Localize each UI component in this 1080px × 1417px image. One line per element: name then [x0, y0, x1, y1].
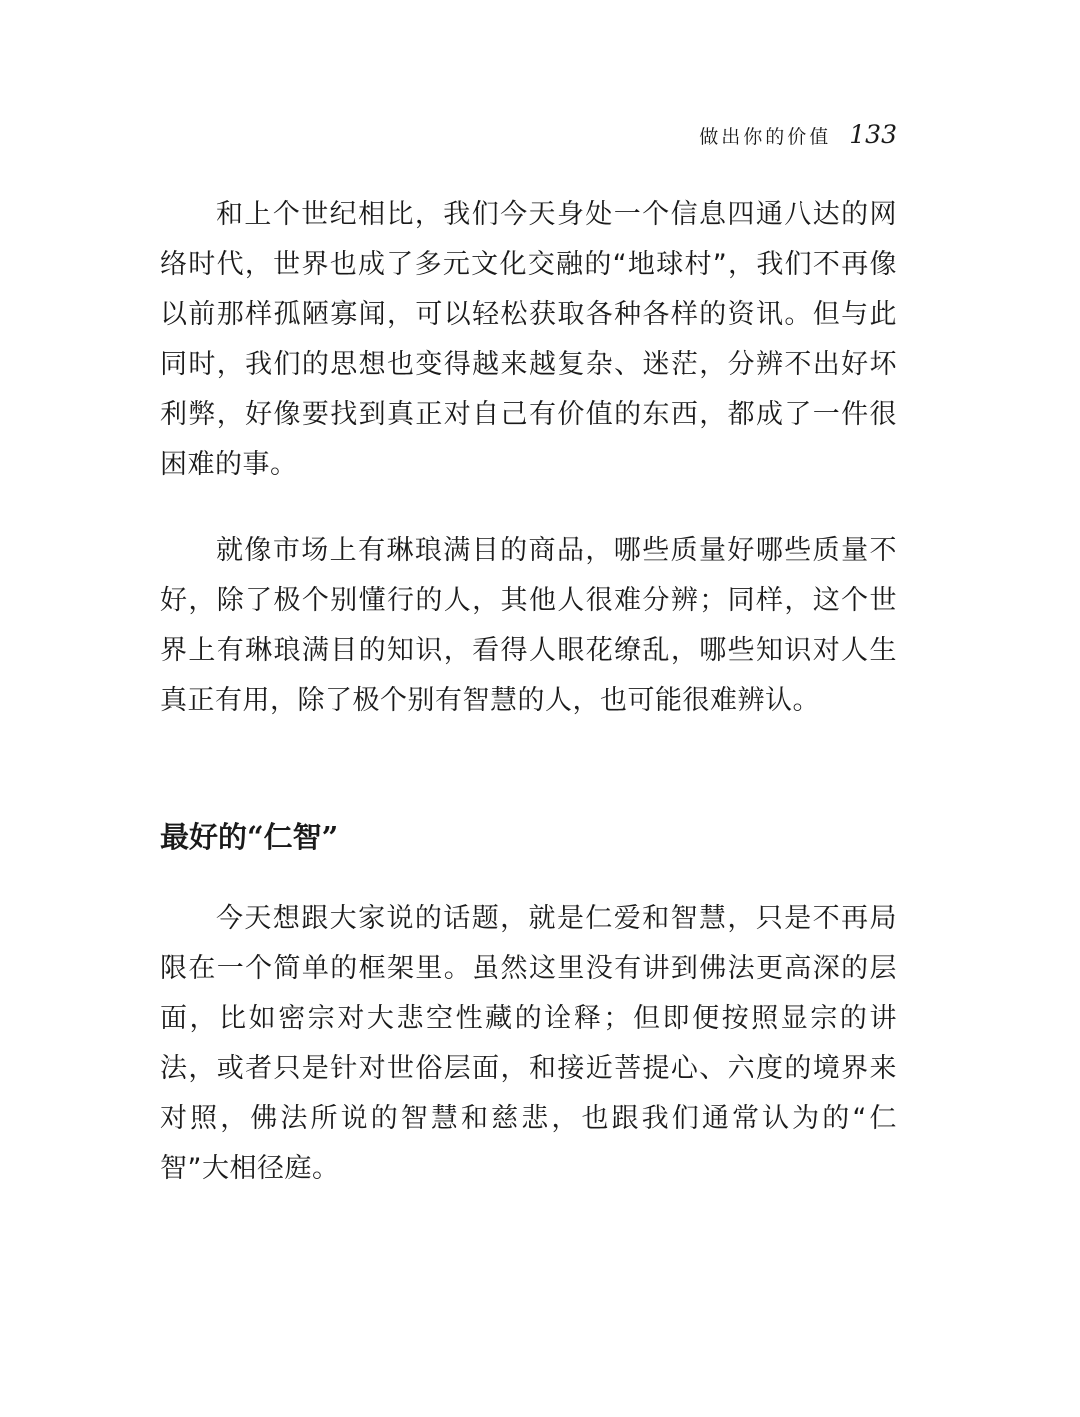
page-number: 133: [849, 120, 897, 149]
paragraph: 就像市场上有琳琅满目的商品，哪些质量好哪些质量不好，除了极个别懂行的人，其他人很难分辨；同样，这个世界上有琳琅满目的知识，看得人眼花缭乱，哪些知识对人生真正有用，除了极个别有智慧的人，也可能很难辨认。: [160, 535, 897, 716]
paragraph: 和上个世纪相比，我们今天身处一个信息四通八达的网络时代，世界也成了多元文化交融的“地球村”，我们不再像以前那样孤陋寡闻，可以轻松获取各种各样的资讯。但与此同时，我们的思想也变得越来越复杂、迷茫，分辨不出好坏利弊，好像要找到真正对自己有价值的东西，都成了一件很困难的事。: [160, 199, 897, 480]
page-body: [160, 190, 897, 1194]
paragraph: 今天想跟大家说的话题，就是仁爱和智慧，只是不再局限在一个简单的框架里。虽然这里没有讲到佛法更高深的层面，比如密宗对大悲空性藏的诠释；但即便按照显宗的讲法，或者只是针对世俗层面，和接近菩提心、六度的境界来对照，佛法所说的智慧和慈悲，也跟我们通常认为的“仁智”大相径庭。: [160, 903, 897, 1184]
running-title: 做出你的价值: [699, 126, 832, 148]
section-title: 最好的“仁智”: [160, 820, 339, 854]
running-header: [699, 120, 897, 149]
